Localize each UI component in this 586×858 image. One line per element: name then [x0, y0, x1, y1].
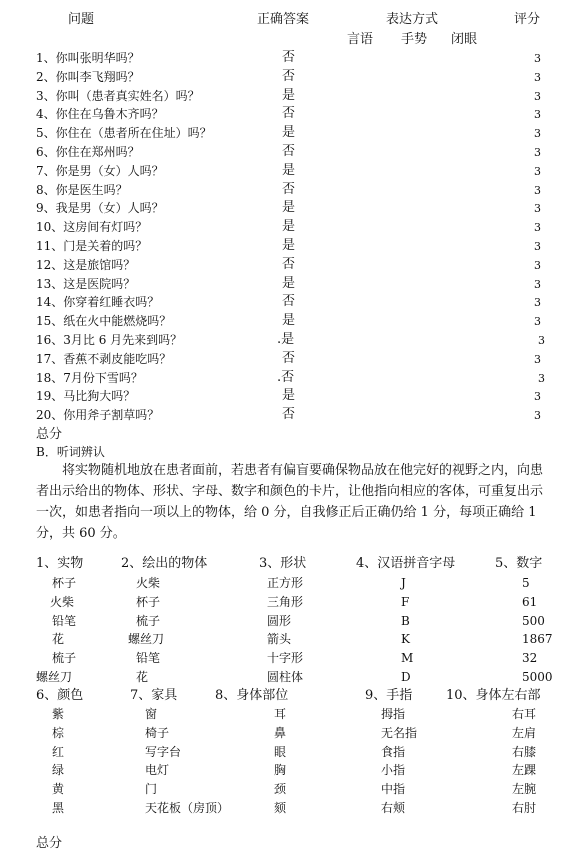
- question-text: 13、这是医院吗？: [36, 277, 136, 291]
- col-answer-header: 正确答案: [257, 12, 310, 27]
- score-value: 3: [534, 90, 541, 103]
- correct-answer: 否: [282, 144, 296, 159]
- group-item: 左腕: [512, 782, 537, 797]
- group-item: 中指: [381, 782, 406, 797]
- total-score-label-2: 总分: [36, 836, 63, 851]
- question-text: 14、你穿着红睡衣吗？: [36, 295, 160, 309]
- group-item: 花: [52, 632, 65, 647]
- group-item: 黑: [52, 801, 65, 815]
- group-item: 电灯: [145, 763, 170, 778]
- score-value: 3: [534, 165, 541, 178]
- group-item: 右耳: [512, 707, 537, 721]
- group-item: 32: [522, 651, 538, 666]
- score-value: 3: [534, 240, 541, 253]
- question-text: 7、你是男（女）人吗？: [36, 164, 164, 178]
- group-item: 门: [145, 782, 158, 797]
- score-value: 3: [538, 334, 545, 347]
- group-item: 5: [522, 576, 530, 590]
- question-text: 2、你叫李飞翔吗？: [36, 70, 140, 84]
- group-item: 小指: [381, 763, 406, 778]
- score-value: 3: [534, 409, 541, 422]
- correct-answer: 是: [282, 125, 296, 140]
- score-value: 3: [534, 390, 541, 403]
- group-item: 1867: [522, 632, 553, 647]
- group-item: 杯子: [136, 594, 161, 609]
- score-value: 3: [534, 296, 541, 309]
- group-item: 鼻: [274, 725, 287, 740]
- group-item: 紫: [52, 707, 65, 721]
- group-item: 箭头: [267, 632, 292, 647]
- group-item: 耳: [274, 707, 287, 721]
- section-b-title: B．听词辨认: [36, 445, 105, 459]
- group-title: 9、手指: [365, 688, 413, 703]
- group-item: 火柴: [50, 594, 75, 609]
- group-item: 圆柱体: [267, 670, 304, 684]
- score-value: 3: [534, 259, 541, 272]
- section-b-instructions: 将实物随机地放在患者面前，若患者有偏盲要确保物品放在他完好的视野之内，向患者出示给出的物体、形状、字母、数字和颜色的卡片，让他指向相应的客体，可重复出示一次，如患者指向一项以上的物体，给 0 分，自我修正后正确仍给 1 分，每项正确给 1 分，共 60 分。: [36, 463, 544, 541]
- group-item: K: [401, 632, 410, 647]
- group-item: 5000: [522, 670, 553, 684]
- col-question-header: 问题: [68, 12, 95, 27]
- group-item: 颏: [274, 801, 287, 815]
- group-item: 十字形: [267, 651, 304, 666]
- question-text: 6、你住在郑州吗？: [36, 145, 140, 159]
- correct-answer: .否: [277, 370, 295, 385]
- correct-answer: 是: [282, 276, 296, 291]
- question-text: 15、纸在火中能燃烧吗？: [36, 314, 172, 328]
- group-item: D: [401, 670, 411, 684]
- correct-answer: 否: [282, 294, 296, 309]
- correct-answer: 否: [282, 182, 296, 197]
- correct-answer: 否: [282, 106, 296, 121]
- question-text: 3、你叫（患者真实姓名）吗？: [36, 89, 200, 103]
- group-title: 4、汉语拼音字母: [356, 556, 456, 571]
- correct-answer: 是: [282, 163, 296, 178]
- question-text: 1、你叫张明华吗？: [36, 51, 140, 65]
- score-value: 3: [534, 127, 541, 140]
- group-item: 梳子: [52, 651, 77, 666]
- group-item: 左踝: [512, 763, 537, 778]
- group-item: 正方形: [267, 576, 304, 590]
- score-value: 3: [534, 52, 541, 65]
- correct-answer: 否: [282, 50, 296, 65]
- col-score-header: 评分: [514, 12, 541, 27]
- group-item: 眼: [274, 744, 287, 759]
- group-item: 绿: [52, 763, 65, 778]
- question-text: 18、7月份下雪吗？: [36, 371, 143, 385]
- question-text: 5、你住在（患者所在住址）吗？: [36, 126, 212, 140]
- question-text: 20、你用斧子割草吗？: [36, 408, 160, 422]
- total-score-label: 总分: [36, 427, 63, 442]
- group-item: 火柴: [136, 576, 161, 590]
- group-item: 黄: [52, 782, 65, 797]
- group-item: B: [401, 613, 410, 628]
- correct-answer: 是: [282, 313, 296, 328]
- group-title: 5、数字: [495, 556, 543, 571]
- correct-answer: 否: [282, 351, 296, 366]
- group-item: 61: [522, 594, 538, 609]
- correct-answer: 是: [282, 200, 296, 215]
- score-value: 3: [534, 278, 541, 291]
- group-item: 棕: [52, 725, 65, 740]
- score-value: 3: [534, 108, 541, 121]
- question-text: 4、你住在乌鲁木齐吗？: [36, 107, 164, 121]
- question-text: 17、香蕉不剥皮能吃吗？: [36, 352, 172, 366]
- score-value: 3: [534, 71, 541, 84]
- group-item: 椅子: [145, 725, 170, 740]
- group-title: 3、形状: [259, 556, 307, 571]
- group-item: 窗: [145, 707, 158, 721]
- group-item: 螺丝刀: [36, 670, 73, 684]
- question-text: 19、马比狗大吗？: [36, 389, 136, 403]
- group-item: 食指: [381, 744, 406, 759]
- group-item: 杯子: [52, 576, 77, 590]
- group-item: 写字台: [145, 744, 182, 759]
- score-value: 3: [534, 184, 541, 197]
- correct-answer: .是: [277, 332, 295, 347]
- score-value: 3: [534, 315, 541, 328]
- group-title: 10、身体左右部: [446, 688, 541, 703]
- score-value: 3: [534, 353, 541, 366]
- group-title: 8、身体部位: [215, 688, 289, 703]
- correct-answer: 否: [282, 257, 296, 272]
- question-text: 8、你是医生吗？: [36, 183, 128, 197]
- group-item: 天花板（房顶）: [145, 801, 230, 815]
- group-item: 颈: [274, 782, 287, 797]
- question-text: 10、这房间有灯吗？: [36, 220, 148, 234]
- group-item: 无名指: [381, 725, 418, 740]
- col-method-header: 表达方式: [386, 12, 439, 27]
- group-item: 铅笔: [136, 651, 161, 666]
- group-item: 拇指: [381, 707, 406, 721]
- group-item: 左肩: [512, 725, 537, 740]
- group-item: 铅笔: [52, 613, 77, 628]
- group-item: 花: [136, 670, 149, 684]
- group-item: 右颊: [381, 801, 406, 815]
- correct-answer: 否: [282, 69, 296, 84]
- score-value: 3: [534, 146, 541, 159]
- group-item: 500: [522, 613, 545, 628]
- group-item: 红: [52, 744, 65, 759]
- method-eyes-closed: 闭眼: [451, 32, 478, 47]
- group-item: M: [401, 651, 414, 666]
- group-item: 右膝: [512, 744, 537, 759]
- group-item: J: [401, 576, 406, 590]
- group-item: 梳子: [136, 613, 161, 628]
- question-text: 16、3月比 6 月先来到吗？: [36, 333, 183, 347]
- correct-answer: 是: [282, 88, 296, 103]
- group-title: 2、绘出的物体: [121, 556, 208, 571]
- correct-answer: 是: [282, 219, 296, 234]
- group-item: 三角形: [267, 594, 304, 609]
- question-text: 12、这是旅馆吗？: [36, 258, 136, 272]
- score-value: 3: [534, 202, 541, 215]
- method-speech: 言语: [347, 32, 374, 47]
- group-title: 6、颜色: [36, 688, 84, 703]
- question-text: 11、门是关着的吗？: [36, 239, 148, 253]
- group-title: 1、实物: [36, 556, 84, 571]
- group-item: F: [401, 594, 410, 609]
- correct-answer: 是: [282, 238, 296, 253]
- method-gesture: 手势: [401, 32, 428, 47]
- group-item: 右肘: [512, 801, 537, 815]
- correct-answer: 否: [282, 407, 296, 422]
- group-item: 胸: [274, 763, 287, 778]
- score-value: 3: [538, 372, 545, 385]
- question-text: 9、我是男（女）人吗？: [36, 201, 164, 215]
- group-item: 螺丝刀: [128, 632, 165, 647]
- group-title: 7、家具: [130, 688, 178, 703]
- group-item: 圆形: [267, 613, 292, 628]
- score-value: 3: [534, 221, 541, 234]
- correct-answer: 是: [282, 388, 296, 403]
